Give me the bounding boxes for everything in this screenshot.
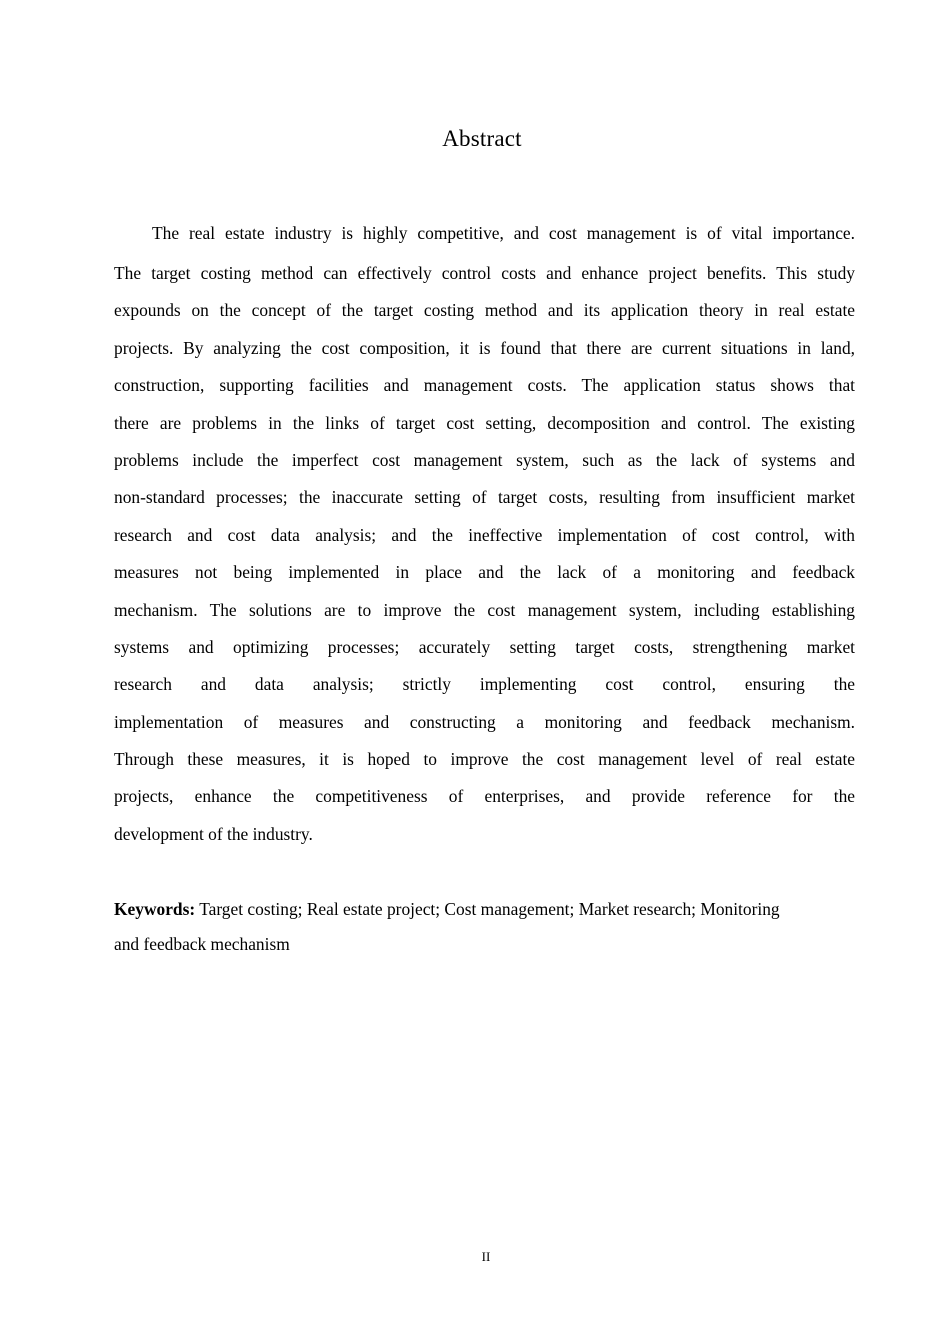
keywords-label: Keywords: <box>114 899 196 919</box>
abstract-line: projects, enhance the competitiveness of enterprises, and provide reference for the <box>114 786 855 807</box>
keywords-line <box>114 892 855 927</box>
abstract-line: construction, supporting facilities and management costs. The application status shows that <box>114 375 855 396</box>
abstract-title: Abstract <box>442 126 522 151</box>
abstract-line: research and cost data analysis; and the ineffective implementation of cost control, with <box>114 524 855 545</box>
abstract-line: measures not being implemented in place and the lack of a monitoring and feedback <box>114 562 855 583</box>
abstract-line: systems and optimizing processes; accurately setting target costs, strengthening market <box>114 636 855 657</box>
keywords-text: Target costing; Real estate project; Cost management; Market research; Monitoring <box>199 899 780 919</box>
abstract-line: research and data analysis; strictly implementing cost control, ensuring the <box>114 674 855 695</box>
abstract-line: development of the industry. <box>114 823 313 844</box>
abstract-line: The target costing method can effectively control costs and enhance project benefits. This study <box>114 263 855 283</box>
abstract-line: non-standard processes; the inaccurate setting of target costs, resulting from insufficient market <box>114 487 855 508</box>
abstract-line: projects. By analyzing the cost composition, it is found that there are current situations in land, <box>114 337 855 358</box>
keywords-section <box>114 892 855 962</box>
abstract-line: implementation of measures and constructing a monitoring and feedback mechanism. <box>114 711 855 732</box>
abstract-line: Through these measures, it is hoped to improve the cost management level of real estate <box>114 749 855 770</box>
abstract-line: mechanism. The solutions are to improve the cost management system, including establishing <box>114 599 855 620</box>
page-number: II <box>481 1249 491 1264</box>
abstract-body <box>114 215 855 853</box>
abstract-line: problems include the imperfect cost management system, such as the lack of systems and <box>114 449 855 470</box>
abstract-line: The real estate industry is highly competitive, and cost management is of vital importance. <box>152 223 855 243</box>
keywords-line-continued: and feedback mechanism <box>114 934 290 954</box>
abstract-line: there are problems in the links of target cost setting, decomposition and control. The existing <box>114 412 855 433</box>
abstract-line: expounds on the concept of the target costing method and its application theory in real estate <box>114 300 855 321</box>
